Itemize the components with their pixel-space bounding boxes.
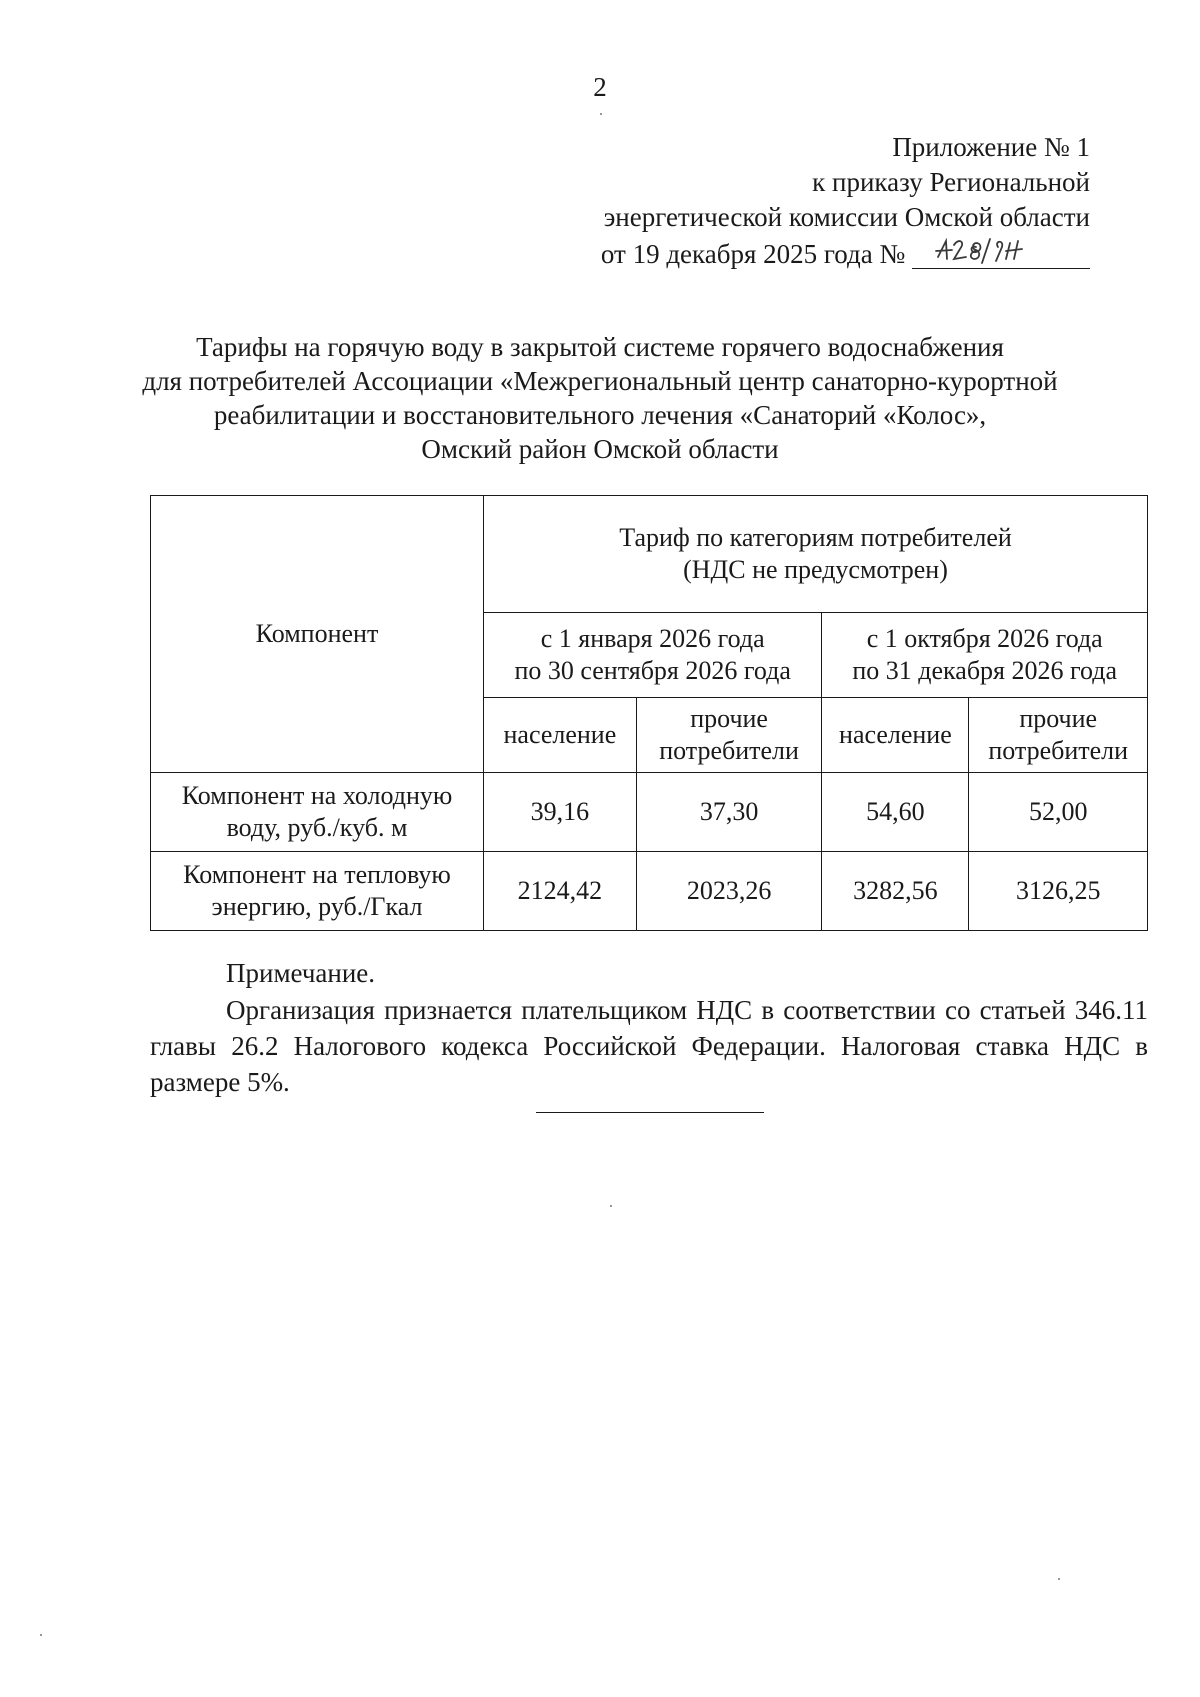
row-label-cold-water xyxy=(151,773,484,852)
table-row-thermal-energy xyxy=(151,852,1148,931)
period-2-end: по 31 декабря 2026 года xyxy=(852,656,1118,685)
cold-water-other-period-2: 52,00 xyxy=(969,773,1148,852)
note-body: Организация признается плательщиком НДС в соответствии со статьей 346.11 главы 26.2 Налогового кодекса Российской Федерации. Налоговая ставка НДС в размере 5%. xyxy=(150,995,1148,1097)
period-1-end: по 30 сентября 2026 года xyxy=(514,656,791,685)
row-label-thermal-energy xyxy=(151,852,484,931)
row-label-line-1: Компонент на тепловую xyxy=(183,860,451,889)
period-header-2 xyxy=(822,613,1148,698)
scan-speck xyxy=(600,113,602,115)
subheader-label: население xyxy=(839,720,952,749)
title-line-1: Тарифы на горячую воду в закрытой системе горячего водоснабжения xyxy=(196,332,1004,362)
table-row-cold-water xyxy=(151,773,1148,852)
subheader-label-line-1: прочие xyxy=(690,704,768,733)
tariff-group-header-line-2: (НДС не предусмотрен) xyxy=(683,555,948,584)
page-number: 2 xyxy=(593,72,607,102)
title-line-3: реабилитации и восстановительного лечения «Санаторий «Колос», xyxy=(213,400,987,430)
cold-water-other-period-1: 37,30 xyxy=(636,773,822,852)
annex-order-reference: к приказу Региональной xyxy=(812,167,1090,197)
handwritten-order-number xyxy=(932,235,1042,265)
row-label-line-2: энергию, руб./Гкал xyxy=(211,892,423,921)
document-title xyxy=(140,330,1060,466)
subheader-other-consumers-1 xyxy=(636,698,822,773)
thermal-energy-other-period-2: 3126,25 xyxy=(969,852,1148,931)
subheader-population-2 xyxy=(822,698,969,773)
note-title: Примечание. xyxy=(226,958,376,988)
subheader-population-1 xyxy=(484,698,637,773)
period-1-start: с 1 января 2026 года xyxy=(540,624,765,653)
subheader-other-consumers-2 xyxy=(969,698,1148,773)
scan-speck xyxy=(1058,1578,1060,1580)
title-line-2: для потребителей Ассоциации «Межрегиональный центр санаторно-курортной xyxy=(142,366,1058,396)
period-header-1 xyxy=(484,613,822,698)
period-2-start: с 1 октября 2026 года xyxy=(866,624,1103,653)
tariff-group-header xyxy=(484,496,1148,613)
cold-water-population-period-2: 54,60 xyxy=(822,773,969,852)
tariff-table xyxy=(150,495,1148,931)
row-label-line-2: воду, руб./куб. м xyxy=(226,813,408,842)
subheader-label-line-2: потребители xyxy=(659,736,799,765)
end-divider xyxy=(536,1112,764,1113)
subheader-label-line-1: прочие xyxy=(1019,704,1098,733)
row-label-line-1: Компонент на холодную xyxy=(181,781,453,810)
thermal-energy-other-period-1: 2023,26 xyxy=(636,852,822,931)
thermal-energy-population-period-2: 3282,56 xyxy=(822,852,969,931)
thermal-energy-population-period-1: 2124,42 xyxy=(484,852,637,931)
component-header: Компонент xyxy=(151,496,484,773)
scan-speck xyxy=(40,1634,42,1636)
order-number-field xyxy=(912,235,1090,269)
scan-speck xyxy=(610,1205,612,1207)
tariff-group-header-line-1: Тариф по категориям потребителей xyxy=(619,523,1012,552)
annex-header xyxy=(601,130,1090,272)
annex-title: Приложение № 1 xyxy=(892,132,1090,162)
subheader-label: население xyxy=(503,720,617,749)
annex-date: от 19 декабря 2025 года № xyxy=(600,239,906,269)
title-line-4: Омский район Омской области xyxy=(421,434,779,464)
subheader-label-line-2: потребители xyxy=(988,736,1129,765)
annex-date-line xyxy=(601,235,1090,272)
annex-commission-name: энергетической комиссии Омской области xyxy=(603,202,1090,232)
cold-water-population-period-1: 39,16 xyxy=(484,773,637,852)
